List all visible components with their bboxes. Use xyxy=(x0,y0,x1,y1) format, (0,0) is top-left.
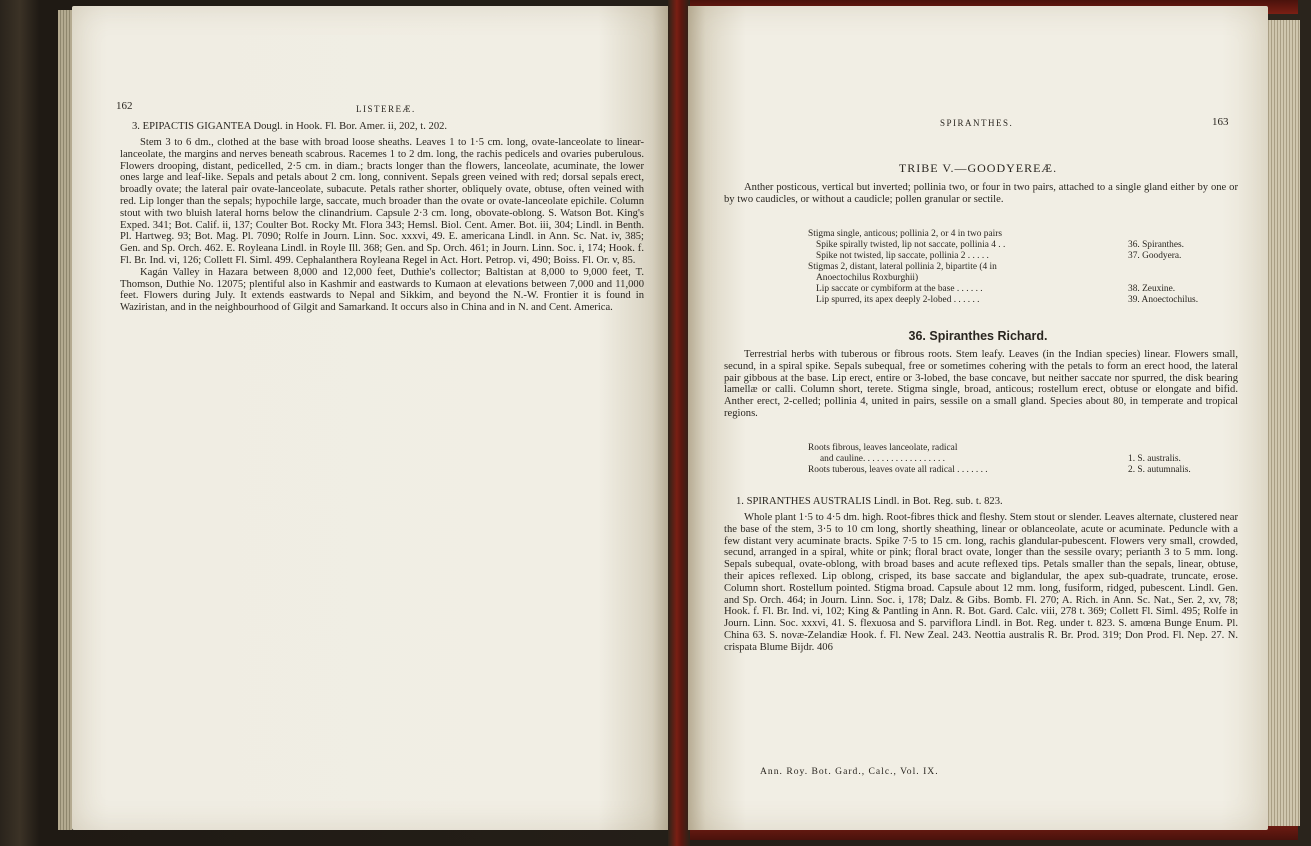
entry-title: 3. EPIPACTIS GIGANTEA Dougl. in Hook. Fl. Bor. Amer. ii, 202, t. 202. xyxy=(132,121,448,132)
species-description: Whole plant 1·5 to 4·5 dm. high. Root-fibres thick and fleshy. Stem stout or slender. Leaves alternate, clustered near the base of the stem, 3·5 to 10 cm long, shortly sheathing, linear or oblanceolate, acute or acuminate. Peduncle with a few distant very acuminate bracts. Spike 7·5 to 15 cm. long, rachis glandular-pubescent. Flowers very small, crowded, secund, arranged in a spiral, white or pink; floral bract ovate, longer than the sessile ovary; perianth 3 to 5 mm. long. Sepals subequal, ovate-oblong, with broad bases and acute reflexed tips. Petals smaller than the sepals, linear, obtuse, their apices reflexed. Lip oblong, crisped, its base saccate and biglandular, the apex sub-quadrate, truncate, erose. Column short. Rostellum pointed. Stigma broad. Capsule about 12 mm. long, fusiform, ridged, pubescent. Lindl. Gen. and Sp. Orch. 464; in Journ. Linn. Soc. i, 178; Dalz. & Gibs. Bomb. Fl. 270; A. Rich. in Ann. Sc. Nat., Ser. 2, xv, 78; Hook. f. Fl. Br. Ind. vi, 102; King & Pantling in Ann. R. Bot. Gard. Calc. viii, 278 t. 369; Collett Fl. Siml. 495; Rolfe in Journ. Linn. Soc. xxxvi, 41. S. flexuosa and S. parviflora Lindl. in Bot. Reg. under t. 823. S. amœna Bunge Enum. Pl. China 63. S. novæ-Zelandiæ Hook. f. Fl. New Zeal. 243. Neottia australis R. Br. Prod. 319; Don Prod. Fl. Nep. 27. N. crispata Blume Bijdr. 406 xyxy=(724,512,1238,653)
right-page-edges xyxy=(1266,20,1300,826)
tribe-description: Anther posticous, vertical but inverted; pollinia two, or four in two pairs, attached to a single gland either by one or by two caudicles, or without a caudicle; pollen granular or sectile. xyxy=(724,182,1238,205)
key-row: Stigma single, anticous; pollinia 2, or 4 in two pairs xyxy=(808,229,1002,239)
left-description-block xyxy=(120,137,644,314)
tribe-key xyxy=(808,229,1238,306)
tribe-description-block xyxy=(724,182,1238,206)
species-title: 1. SPIRANTHES AUSTRALIS Lindl. in Bot. Reg. sub. t. 823. xyxy=(736,496,1003,507)
genus-title: 36. Spiranthes Richard. xyxy=(908,329,1048,343)
genus-description: Terrestrial herbs with tuberous or fibrous roots. Stem leafy. Leaves (in the Indian species) linear. Flowers small, secund, in a spiral spike. Sepals subequal, free or sometimes cohering with the petals to form an erect hood, the lateral pair gibbous at the base. Lip erect, entire or 3-lobed, the base concave, but neither saccate nor spurred, the disk bearing lamellæ or calli. Column short, terete. Stigma single, broad, anticous; rostellum erect, obtuse or elongate and bifid. Anther erect, 2-celled; pollinia 4, united in pairs, sessile on a small gland. Species about 80, in temperate and tropical regions. xyxy=(724,349,1238,419)
left-page-edges xyxy=(58,10,72,830)
tribe-title: TRIBE V.—GOODYEREÆ. xyxy=(898,161,1058,175)
key-row: and cauline. . . . . . . . . . . . . . . . . . 1. S. australis. xyxy=(820,454,1181,464)
epipactis-description: Stem 3 to 6 dm., clothed at the base with broad loose sheaths. Leaves 1 to 1·5 cm. long, ovate-lanceolate to linear-lanceolate, the margins and nerves beneath scabrous. Racemes 1 to 2 dm. long, the rachis pedicels and ovaries puberulous. Flowers drooping, distant, pedicelled, 2·5 cm. in diam.; bracts longer than the flowers, lanceolate, acuminate, the lower ones large and leaf-like. Sepals and petals about 2 cm. long, connivent. Sepals green veined with red; dorsal sepals erect, broadly ovate; the lateral pair ovate-lanceolate, subacute. Petals rather shorter, obliquely ovate, obtuse, often veined with red. Lip longer than the sepals; hypochile large, saccate, much broader than the ovate or ovate-lanceolate epichile. Column stout with two bluish lateral horns below the clinandrium. Capsule 2·3 cm. long, obovate-oblong. S. Watson Bot. King's Exped. 341; Bot. Calif. ii, 137; Coulter Bot. Rocky Mt. Flora 343; Hemsl. Biol. Cent. Amer. Bot. iii, 304; Lindl. in Benth. Pl. Hartweg. 93; Bot. Mag. Pl. 7090; Rolfe in Journ. Linn. Soc. xxxvi, 49. E. americana Lindl. in Ann. Sc. Nat. iv, 385; Gen. and Sp. Orch. 462. E. Royleana Lindl. in Royle Ill. 368; Gen. and Sp. Orch. 461; in Journ. Linn. Soc. i, 174; Hook. f. Fl. Br. Ind. vi, 126; Collett Fl. Siml. 499. Cephalanthera Royleana Regel in Act. Hort. Petrop. vi, 490; Boiss. Fl. Or. v, 85. xyxy=(120,137,644,266)
key-row: Spike not twisted, lip saccate, pollinia 2 . . . . . 37. Goodyera. xyxy=(816,251,1182,261)
key-row: Roots fibrous, leaves lanceolate, radical xyxy=(808,443,958,453)
species-key xyxy=(808,443,1238,476)
left-running-head: LISTEREÆ. xyxy=(356,104,416,114)
key-row: Roots tuberous, leaves ovate all radical . . . . . . . 2. S. autumnalis. xyxy=(808,465,1191,475)
book-gutter xyxy=(668,0,690,846)
page-footer: Ann. Roy. Bot. Gard., Calc., Vol. IX. xyxy=(760,766,939,777)
species-description-block xyxy=(724,512,1238,654)
epipactis-distribution: Kagán Valley in Hazara between 8,000 and 12,000 feet, Duthie's collector; Baltistan at 8,000 to 9,000 feet, T. Thomson, Duthie No. 12075; plentiful also in Kashmir and eastwards to Kumaon at elevations between 7,000 and 11,000 feet. Flowers during July. It extends eastwards to Nepal and Sikkim, and beyond the N.-W. Frontier it is found in Waziristan, and in the neighbourhood of Gilgit and Samarkand. It occurs also in China and in N. and Cent. America. xyxy=(120,266,644,314)
genus-description-block xyxy=(724,349,1238,420)
right-page-number: 163 xyxy=(1212,116,1229,128)
right-running-head: SPIRANTHES. xyxy=(940,118,1014,128)
key-row: Lip saccate or cymbiform at the base . . . . . . 38. Zeuxine. xyxy=(816,284,1176,294)
right-page xyxy=(688,6,1268,830)
key-row: Lip spurred, its apex deeply 2-lobed . . . . . . 39. Anoectochilus. xyxy=(816,295,1199,305)
key-row: Spike spirally twisted, lip not saccate, pollinia 4 . . 36. Spiranthes. xyxy=(816,240,1184,250)
left-page xyxy=(72,6,670,830)
key-row: Anoectochilus Roxburghii) xyxy=(816,273,919,283)
key-row: Stigmas 2, distant, lateral pollinia 2, bipartite (4 in xyxy=(808,262,997,272)
left-page-number: 162 xyxy=(116,100,133,112)
